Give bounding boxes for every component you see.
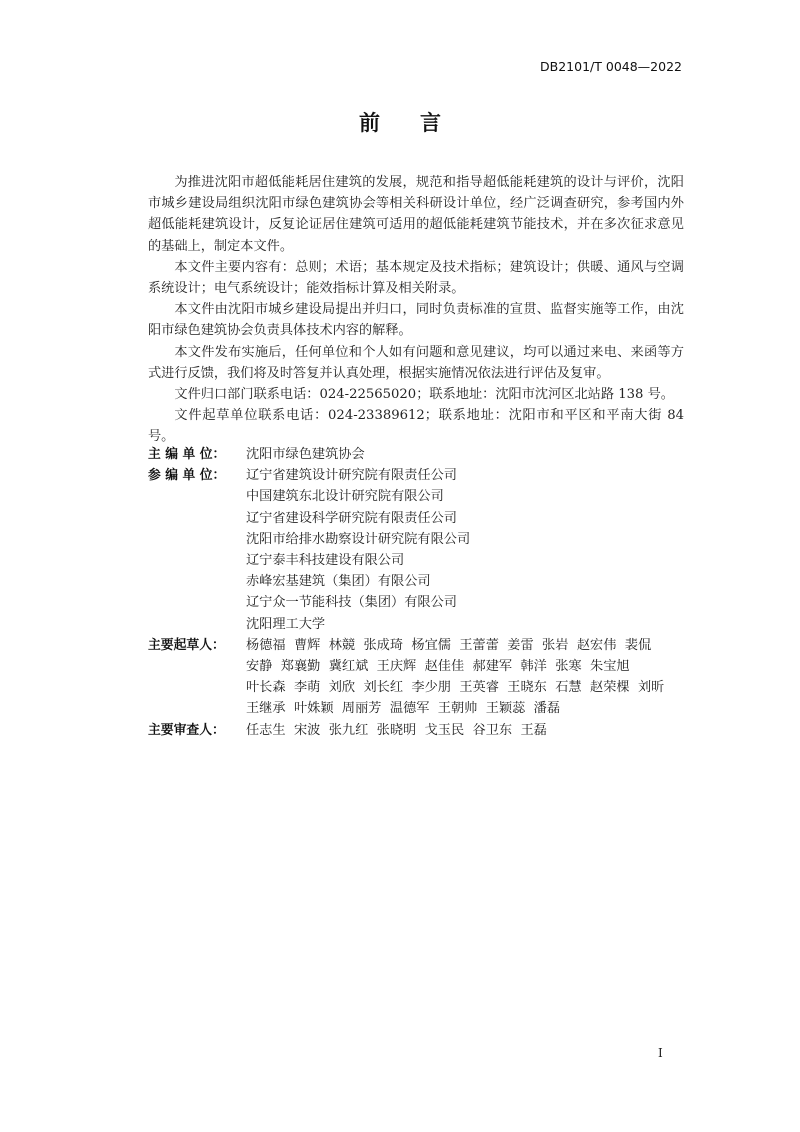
credits-section [148,444,688,741]
drafters-label: 主要起草人： [148,637,225,653]
paragraph-purpose: 为推进沈阳市超低能耗居住建筑的发展，规范和指导超低能耗建筑的设计与评价，沈阳市城乡建设局组织沈阳市绿色建筑协会等相关科研设计单位，经广泛调查研究，参考国内外超低能耗建筑设计，反复论证居住建筑可适用的超低能耗建筑节能技术，并在多次征求意见的基础上，制定本文件。 [148,175,684,254]
co-editor-org: 中国建筑东北设计研究院有限公司 [246,489,444,505]
chief-editor-org: 沈阳市绿色建筑协会 [246,447,365,462]
reviewers-line: 任志生 宋波 张九红 张晓明 戈玉民 谷卫东 王磊 [246,722,547,738]
drafters-row [148,635,688,720]
co-editor-org: 辽宁泰丰科技建设有限公司 [246,553,405,569]
document-code: DB2101/T 0048—2022 [540,59,682,74]
drafters-line: 杨德福 曹辉 林競 张成琦 杨宜儒 王蕾蕾 姜雷 张岩 赵宏伟 裴侃 [246,637,652,653]
foreword-body [148,172,684,448]
co-editor-org: 赤峰宏基建筑（集团）有限公司 [246,574,431,590]
co-editor-org: 辽宁省建设科学研究院有限责任公司 [246,510,457,526]
reviewers-label: 主要审查人： [148,722,225,738]
co-editor-org: 沈阳市给排水勘察设计研究院有限公司 [246,531,471,547]
paragraph-feedback: 本文件发布实施后，任何单位和个人如有问题和意见建议，均可以通过来电、来函等方式进行反馈，我们将及时答复并认真处理，根据实施情况依法进行评估及复审。 [148,344,684,381]
co-editor-org: 沈阳理工大学 [246,616,326,632]
chief-editor-row [148,444,688,465]
page-number: I [658,1046,663,1060]
co-editor-org: 辽宁省建筑设计研究院有限责任公司 [246,468,457,484]
paragraph-contents: 本文件主要内容有：总则；术语；基本规定及技术指标；建筑设计；供暖、通风与空调系统设计；电气系统设计；能效指标计算及相关附录。 [148,259,684,297]
drafters-line: 安静 郑襄勤 冀红斌 王庆辉 赵佳佳 郝建军 韩洋 张寒 朱宝旭 [246,659,630,675]
drafters-line: 叶长森 李萌 刘欣 刘长红 李少朋 王英睿 王晓东 石慧 赵荣棵 刘昕 [246,680,665,696]
reviewers-row [148,720,688,741]
paragraph-responsibility: 本文件由沈阳市城乡建设局提出并归口，同时负责标准的宣贯、监督实施等工作，由沈阳市绿色建筑协会负责具体技术内容的解释。 [148,302,684,339]
co-editors-row [148,465,688,635]
paragraph-contact-dept: 文件归口部门联系电话：024-22565020；联系地址：沈阳市沈河区北站路 138 号。 [174,387,674,403]
co-editor-org: 辽宁众一节能科技（集团）有限公司 [246,595,457,611]
co-editors-label: 参 编 单 位： [148,468,226,484]
paragraph-contact-drafter: 文件起草单位联系电话：024-23389612；联系地址：沈阳市和平区和平南大街 84 号。 [148,408,684,445]
drafters-line: 王继承 叶姝颖 周丽芳 温德军 王朝帅 王颖蕊 潘磊 [246,701,561,717]
page-title: 前言 [359,111,481,135]
chief-editor-label: 主 编 单 位： [148,447,226,462]
